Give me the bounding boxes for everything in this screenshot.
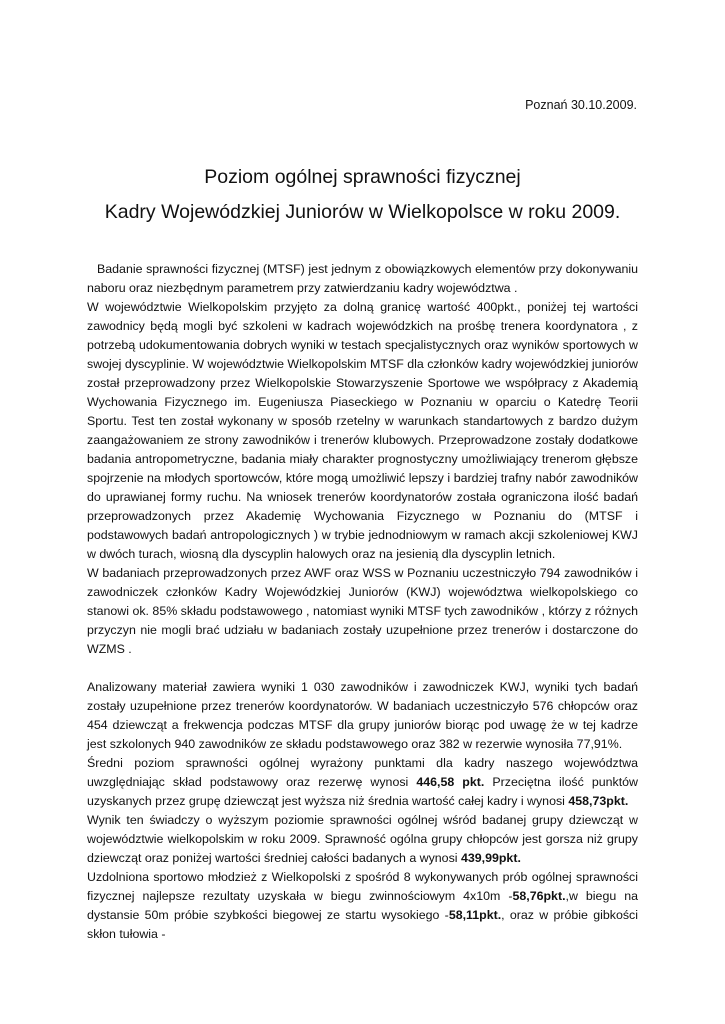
average-girls-score: 458,73pkt. (568, 794, 629, 808)
paragraph-best-results (87, 868, 638, 944)
sprint-50m-score: 58,11pkt. (448, 908, 502, 922)
document-body (87, 260, 638, 944)
paragraph-average-level (87, 754, 638, 811)
paragraph-participants: W badaniach przeprowadzonych przez AWF oraz WSS w Poznaniu uczestniczyło 794 zawodników i zawodniczek członków Kadry Wojewódzkiej Juniorów (KWJ) województwa wielkopolskiego co stanowi ok. 85% składu podstawowego , natomiast wyniki MTSF tych zawodników , którzy z różnych przyczyn nie mogli brać udziału w badaniach zostały uzupełnione przez trenerów i dostarczone do WZMS . (87, 566, 638, 656)
paragraph-threshold: W województwie Wielkopolskim przyjęto za dolną granicę wartość 400pkt., poniżej tej wartości zawodnicy będą mogli być szkoleni w kadrach wojewódzkich na prośbę trenera koordynatora , z potrzebą udokumentowania dobrych wyniki w testach specjalistycznych oraz wyników sportowych w swojej dyscyplinie. W województwie Wielkopolskim MTSF dla członków kadry wojewódzkiej juniorów został przeprowadzony przez Wielkopolskie Stowarzyszenie Sportowe we współpracy z Akademią Wychowania Fizycznego im. Eugeniusza Piaseckiego w Poznaniu w oparciu o Katedrę Teorii Sportu. Test ten został wykonany w sposób rzetelny w warunkach standartowych z bardzo dużym zaangażowaniem ze strony zawodników i trenerów klubowych. Przeprowadzone zostały dodatkowe badania antropometryczne, badania miały charakter prognostyczny umożliwiający trenerom głębsze spojrzenie na młodych sportowców, które mogą umożliwić lepszy i bardziej trafny nabór zawodników do uprawianej formy ruchu. Na wniosek trenerów koordynatorów została ograniczona ilość badań przeprowadzonych przez Akademię Wychowania Fizycznego w Poznaniu do (MTSF i podstawowych badań antropologicznych ) w trybie jednodniowym w ramach akcji szkoleniowej KWJ w dwóch turach, wiosną dla dyscyplin halowych oraz na jesienią dla dyscyplin letnich. (87, 300, 638, 561)
paragraph-boys-level (87, 811, 638, 868)
text-segment: Wynik ten świadczy o wyższym poziomie sprawności ogólnej wśród badanej grupy dziewcząt w województwie wielkopolskim w roku 2009. Sprawność ogólna grupy chłopców jest gorsza niż grupy dziewcząt oraz poniżej wartości średniej całości badanych a wynosi (87, 813, 638, 865)
average-boys-score: 439,99pkt. (460, 851, 521, 865)
paragraph-intro: Badanie sprawności fizycznej (MTSF) jest jednym z obowiązkowych elementów przy dokonywaniu naboru oraz niezbędnym parametrem przy zatwierdzaniu kadry województwa . (87, 262, 638, 295)
document-title-line-1: Poziom ogólnej sprawności fizycznej (204, 166, 521, 188)
document-date: Poznań 30.10.2009. (525, 98, 637, 112)
document-title-line-2: Kadry Wojewódzkiej Juniorów w Wielkopolsce w roku 2009. (104, 201, 621, 223)
paragraph-material: Analizowany materiał zawiera wyniki 1 030 zawodników i zawodniczek KWJ, wyniki tych badań zostały uzupełnione przez trenerów koordynatorów. W badaniach uczestniczyło 576 chłopców oraz 454 dziewcząt a frekwencja podczas MTSF dla grupy juniorów biorąc pod uwagę że w tej kadrze jest szkolonych 940 zawodników ze składu podstawowego oraz 382 w rezerwie wynosiła 77,91%. (87, 680, 638, 751)
text-segment: ,w biegu na dystansie 50m próbie szybkości biegowej ze startu wysokiego - (87, 889, 639, 922)
text-segment: Przeciętna ilość punktów uzyskanych przez grupę dziewcząt jest wyższa niż średnia wartość całej kadry i wynosi (87, 775, 638, 808)
agility-run-score: 58,76pkt. (512, 889, 566, 903)
text-segment: Uzdolniona sportowo młodzież z Wielkopolski z spośród 8 wykonywanych prób ogólnej sprawności fizycznej najlepsze rezultaty uzyskała w biegu zwinnościowym 4x10m - (87, 870, 638, 903)
text-segment: , oraz w próbie gibkości skłon tułowia - (87, 908, 638, 941)
average-total-score: 446,58 pkt. (416, 775, 485, 789)
text-segment: Średni poziom sprawności ogólnej wyrażony punktami dla kadry naszego województwa uwzględniając skład podstawowy oraz rezerwę wynosi (87, 756, 638, 789)
